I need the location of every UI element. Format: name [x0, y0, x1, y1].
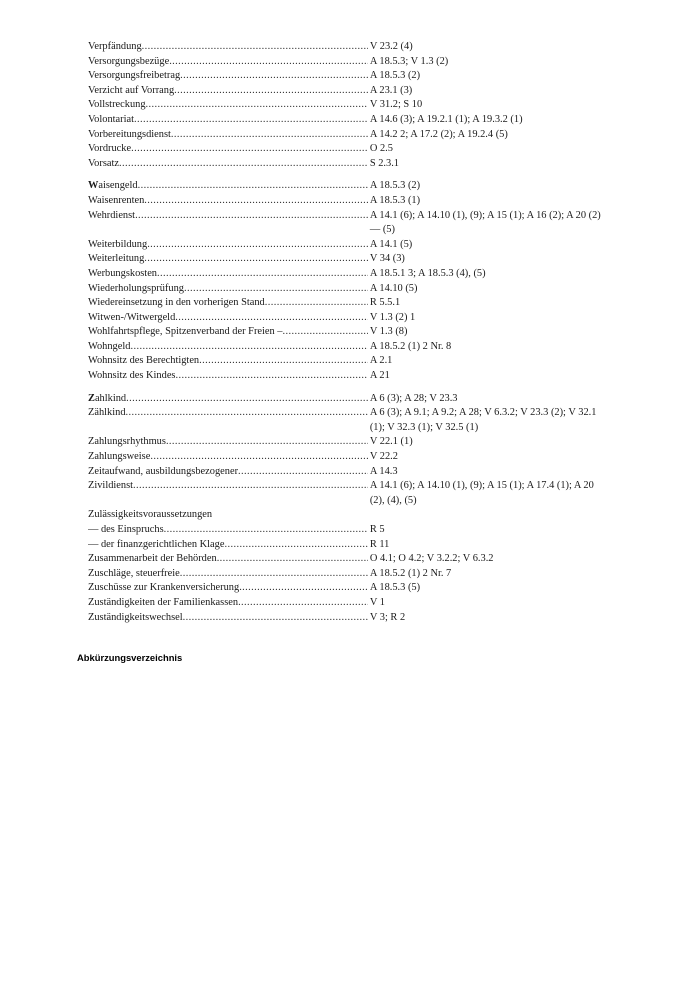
index-entry	[88, 179, 608, 194]
dot-leader	[238, 596, 368, 611]
index-entry	[88, 596, 608, 611]
index-entry	[88, 340, 608, 355]
index-term	[88, 465, 368, 480]
index-term	[88, 508, 368, 523]
index-refs: A 14.1 (6); A 14.10 (1), (9); A 15 (1); A 17.4 (1); A 20 (2), (4), (5)	[369, 480, 594, 506]
dot-leader	[144, 194, 368, 209]
index-term	[88, 538, 368, 553]
dot-leader	[199, 354, 368, 369]
index-term	[88, 282, 368, 297]
index-term	[88, 354, 368, 369]
index-refs: A 14.6 (3); A 19.2.1 (1); A 19.3.2 (1)	[369, 113, 523, 125]
index-entry	[88, 267, 608, 282]
index-refs: R 5.5.1	[369, 297, 401, 309]
index-term	[88, 113, 368, 128]
index-refs: S 2.3.1	[369, 157, 400, 169]
index-entry	[88, 157, 608, 172]
dot-leader	[142, 40, 368, 55]
term-text: Wehrdienst	[88, 209, 136, 221]
index-entry	[88, 508, 608, 523]
dot-leader	[164, 523, 368, 538]
index-refs: V 3; R 2	[369, 611, 406, 623]
index-refs: A 6 (3); A 28; V 23.3	[369, 392, 458, 404]
term-text: Waisenrenten	[88, 194, 145, 206]
dot-leader	[174, 84, 368, 99]
dot-leader	[283, 325, 368, 340]
index-term	[88, 157, 368, 172]
index-term	[88, 479, 368, 508]
index-entry	[88, 238, 608, 253]
term-text: Wiedereinsetzung in den vorherigen Stand	[88, 297, 265, 309]
term-text: Wohnsitz des Kindes	[88, 370, 176, 382]
dot-leader	[133, 479, 368, 494]
term-text: Vollstreckung	[88, 99, 146, 111]
term-rest: aisengeld	[98, 180, 138, 192]
index-entry	[88, 465, 608, 480]
section-gap	[88, 384, 608, 392]
term-text: Volontariat	[88, 113, 134, 125]
index-entry	[88, 479, 608, 508]
index-refs: A 21	[369, 370, 390, 382]
dot-leader	[175, 369, 367, 384]
dot-leader	[126, 406, 368, 421]
index-refs: V 1	[369, 596, 385, 608]
dot-leader	[146, 98, 368, 113]
section-gap	[88, 171, 608, 179]
index-term	[88, 611, 368, 626]
index-entry	[88, 354, 608, 369]
term-text: Vordrucke	[88, 143, 132, 155]
index-refs: A 6 (3); A 9.1; A 9.2; A 28; V 6.3.2; V 23.3 (2); V 32.1 (1); V 32.3 (1); V 32.5 (1)	[369, 407, 597, 433]
dot-leader	[224, 538, 367, 553]
term-text: Vorbereitungsdienst	[88, 128, 171, 140]
term-text: Zählkind	[88, 407, 126, 419]
index-refs: R 11	[369, 538, 390, 550]
index-refs: V 34 (3)	[369, 253, 405, 265]
index-entry	[88, 113, 608, 128]
index-term	[88, 392, 368, 407]
dot-leader	[183, 611, 368, 626]
dot-leader	[130, 340, 367, 355]
index-term	[88, 369, 368, 384]
index-term	[88, 194, 368, 209]
term-text: Verpfändung	[88, 41, 142, 52]
index-term	[88, 84, 368, 99]
index-term	[88, 40, 368, 55]
index-entry	[88, 40, 608, 55]
index-refs: O 2.5	[369, 143, 393, 155]
index-entry	[88, 311, 608, 326]
index-term	[88, 596, 368, 611]
index-term	[88, 581, 368, 596]
dot-leader	[147, 238, 368, 253]
letter-initial: Z	[88, 392, 95, 404]
index-entry	[88, 538, 608, 553]
index-term	[88, 325, 368, 340]
index-term	[88, 142, 368, 157]
letter-initial: W	[88, 180, 99, 192]
term-text: Werbungskosten	[88, 267, 157, 279]
dot-leader	[180, 567, 368, 582]
index-entry	[88, 552, 608, 567]
index-refs: A 18.5.3; V 1.3 (2)	[369, 55, 449, 67]
index-term	[88, 69, 368, 84]
index-refs: A 23.1 (3)	[369, 84, 413, 96]
index-entry	[88, 69, 608, 84]
term-text: Zeitaufwand, ausbildungsbezogener	[88, 465, 239, 477]
term-text	[88, 392, 126, 407]
dot-leader	[166, 435, 368, 450]
term-text: Vorsatz	[88, 157, 119, 169]
index-entry	[88, 84, 608, 99]
index-refs: V 22.2	[369, 451, 398, 463]
index-refs: A 14.1 (6); A 14.10 (1), (9); A 15 (1); A 16 (2); A 20 (2) — (5)	[369, 209, 601, 236]
dot-leader	[150, 450, 368, 465]
term-text: Wohngeld	[88, 340, 131, 352]
term-text: Zuschüsse zur Krankenversicherung	[88, 582, 240, 594]
index-refs: V 22.1 (1)	[369, 436, 413, 448]
index-entry	[88, 98, 608, 113]
index-list	[88, 40, 608, 625]
dot-leader	[184, 282, 368, 297]
term-text: Zuschläge, steuerfreie	[88, 567, 180, 579]
index-entry	[88, 252, 608, 267]
index-entry	[88, 369, 608, 384]
term-text: Zahlungsrhythmus	[88, 436, 166, 448]
dot-leader	[217, 552, 368, 567]
index-refs: A 18.5.3 (1)	[369, 194, 421, 206]
term-text: Weiterleitung	[88, 253, 145, 265]
index-entry	[88, 128, 608, 143]
index-term	[88, 98, 368, 113]
index-term	[88, 567, 368, 582]
index-refs: V 1.3 (8)	[369, 326, 408, 338]
index-term	[88, 552, 368, 567]
index-entry	[88, 435, 608, 450]
term-text: Zuständigkeitswechsel	[88, 611, 183, 623]
index-refs: A 14.1 (5)	[369, 238, 413, 250]
index-entry	[88, 325, 608, 340]
term-text: Zuständigkeiten der Familienkassen	[88, 596, 239, 608]
index-entry	[88, 581, 608, 596]
term-text	[88, 179, 138, 194]
index-term	[88, 296, 368, 311]
dot-leader	[238, 465, 368, 480]
index-refs: A 18.5.2 (1) 2 Nr. 8	[369, 340, 452, 352]
index-entry	[88, 282, 608, 297]
dot-leader	[119, 157, 368, 172]
dot-leader	[134, 113, 368, 128]
dot-leader	[138, 179, 368, 194]
dot-leader	[171, 128, 368, 143]
term-text: Verzicht auf Vorrang	[88, 84, 175, 96]
index-entry	[88, 296, 608, 311]
index-entry	[88, 406, 608, 435]
index-term	[88, 340, 368, 355]
index-entry	[88, 611, 608, 626]
index-term	[88, 238, 368, 253]
index-term	[88, 523, 368, 538]
term-rest: ahlkind	[94, 392, 127, 404]
dot-leader	[175, 311, 368, 326]
footer-heading: Abkürzungsverzeichnis	[77, 652, 183, 663]
index-entry	[88, 142, 608, 157]
index-refs: A 18.5.3 (5)	[369, 582, 421, 594]
index-entry	[88, 194, 608, 209]
term-text: Zivildienst	[88, 480, 134, 492]
index-refs: A 14.10 (5)	[369, 282, 418, 294]
index-refs: V 31.2; S 10	[369, 99, 423, 111]
index-refs: V 1.3 (2) 1	[369, 311, 416, 323]
index-entry	[88, 450, 608, 465]
index-term	[88, 128, 368, 143]
index-term	[88, 435, 368, 450]
dot-leader	[144, 252, 368, 267]
dot-leader	[169, 55, 368, 70]
term-text: Weiterbildung	[88, 238, 148, 250]
index-term	[88, 209, 368, 238]
index-refs	[370, 508, 608, 523]
index-refs: A 14.3	[369, 465, 398, 477]
index-refs: O 4.1; O 4.2; V 3.2.2; V 6.3.2	[369, 553, 494, 565]
index-refs: R 5	[369, 524, 385, 535]
term-text: Zahlungsweise	[88, 451, 151, 463]
term-text: Wohlfahrtspflege, Spitzenverband der Freien –	[88, 326, 283, 338]
dot-leader	[157, 267, 368, 282]
index-term	[88, 311, 368, 326]
dot-leader	[265, 296, 368, 311]
term-text: Wiederholungsprüfung	[88, 282, 184, 294]
dot-leader	[135, 209, 368, 224]
index-refs: A 2.1	[369, 355, 393, 367]
term-text: — des Einspruchs	[88, 524, 164, 535]
index-refs: A 18.5.1 3; A 18.5.3 (4), (5)	[369, 267, 486, 279]
index-term	[88, 267, 368, 282]
index-term	[88, 252, 368, 267]
dot-leader	[131, 142, 368, 157]
dot-leader	[126, 392, 368, 407]
index-refs: A 18.5.2 (1) 2 Nr. 7	[369, 567, 452, 579]
term-text: Witwen-/Witwergeld	[88, 311, 176, 323]
dot-leader	[180, 69, 368, 84]
term-text: — der finanzgerichtlichen Klage	[88, 538, 225, 550]
term-text: Zulässigkeitsvoraussetzungen	[88, 509, 213, 521]
index-term	[88, 179, 368, 194]
dot-leader	[239, 581, 368, 596]
index-entry	[88, 392, 608, 407]
index-refs: A 18.5.3 (2)	[369, 180, 421, 192]
term-text: Zusammenarbeit der Behörden	[88, 553, 217, 565]
index-term	[88, 450, 368, 465]
index-refs: V 23.2 (4)	[369, 41, 413, 52]
term-text: Wohnsitz des Berechtigten	[88, 355, 200, 367]
index-term	[88, 55, 368, 70]
term-text: Versorgungsbezüge	[88, 55, 170, 67]
term-text: Versorgungsfreibetrag	[88, 70, 181, 82]
index-refs: A 14.2 2; A 17.2 (2); A 19.2.4 (5)	[369, 128, 508, 140]
index-entry	[88, 523, 608, 538]
index-entry	[88, 209, 608, 238]
index-entry	[88, 567, 608, 582]
index-refs: A 18.5.3 (2)	[369, 70, 421, 82]
index-entry	[88, 55, 608, 70]
index-term	[88, 406, 368, 435]
